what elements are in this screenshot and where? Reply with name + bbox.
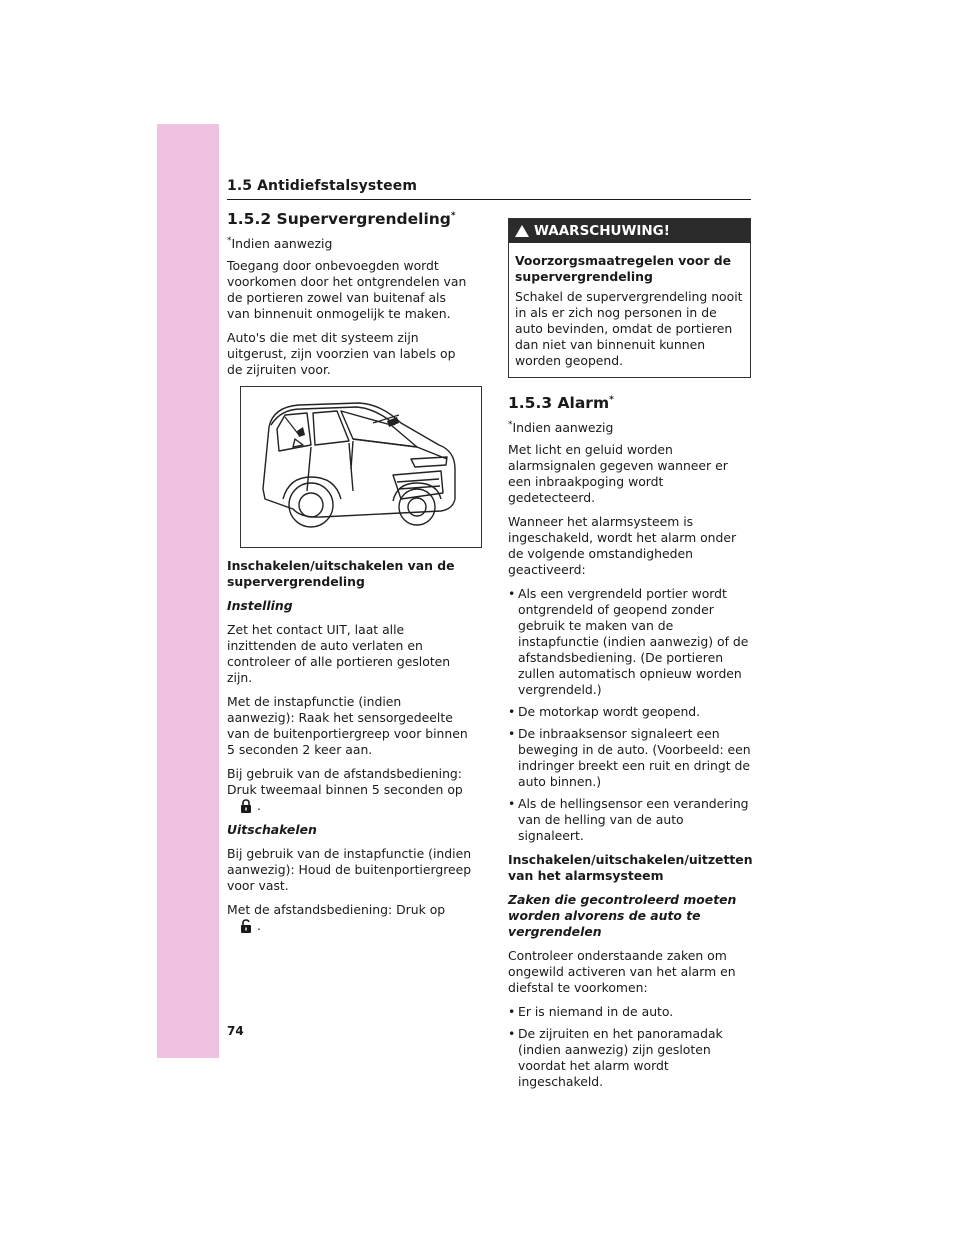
availability-note [227, 233, 472, 252]
list-item [508, 796, 751, 844]
note-text: Indien aanwezig [512, 420, 614, 436]
bullet: • [508, 726, 516, 742]
paragraph: Auto's die met dit systeem zijn uitgerust, zijn voorzien van labels op de zijruiten voor. [227, 330, 456, 378]
list-item [508, 704, 751, 720]
warning-body [509, 243, 750, 377]
left-column [227, 208, 472, 942]
bullet: • [508, 1004, 516, 1020]
section-title-alarm [508, 392, 751, 411]
bullet: • [508, 796, 516, 812]
paragraph [227, 902, 472, 934]
title-mark: * [609, 395, 614, 405]
car-illustration [240, 386, 482, 548]
section-header: 1.5 Antidiefstalsysteem [227, 178, 418, 194]
bullet: • [508, 1026, 516, 1042]
sub-heading: Inschakelen/uitschakelen/uitzetten van het alarmsysteem [508, 852, 753, 884]
lock-open-icon [239, 919, 253, 933]
note-mark: * [227, 236, 232, 247]
paragraph: Met licht en geluid worden alarmsignalen gegeven wanneer er een inbraakpoging wordt gedetecteerd. [508, 442, 728, 506]
label-uitschakelen: Uitschakelen [227, 822, 317, 838]
period: . [256, 798, 261, 814]
paragraph: Toegang door onbevoegden wordt voorkomen door het ontgrendelen van de portieren zowel van buitenaf als van binnenuit onmogelijk te maken. [227, 258, 467, 322]
list-item [508, 1004, 751, 1020]
paragraph [227, 766, 472, 814]
paragraph: Met de instapfunctie (indien aanwezig): Raak het sensorgedeelte van de buitenportiergreep voor binnen 5 seconden 2 keer aan. [227, 694, 468, 758]
page-sidebar-tab [157, 124, 219, 1058]
warning-icon [515, 225, 529, 237]
paragraph-text: Met de afstandsbediening: Druk op [227, 902, 446, 918]
availability-note [508, 417, 751, 436]
header-divider [227, 199, 751, 200]
paragraph: Controleer onderstaande zaken om ongewild activeren van het alarm en diefstal te voorkomen: [508, 948, 736, 996]
car-drawing-icon [241, 387, 481, 547]
warning-title: WAARSCHUWING! [534, 223, 670, 239]
paragraph: Zet het contact UIT, laat alle inzittenden de auto verlaten en controleer of alle portieren gesloten zijn. [227, 622, 451, 686]
label-instelling: Instelling [227, 598, 293, 614]
list-item [508, 1026, 751, 1090]
paragraph: Wanneer het alarmsysteem is ingeschakeld, wordt het alarm onder de volgende omstandigheden geactiveerd: [508, 514, 737, 578]
list-item-text: Er is niemand in de auto. [518, 1004, 674, 1020]
bullet: • [508, 586, 516, 602]
warning-header [509, 219, 750, 243]
window-label-left-icon [297, 427, 305, 437]
checklist [508, 1004, 751, 1090]
list-item-text: De motorkap wordt geopend. [518, 704, 701, 720]
period: . [256, 918, 261, 934]
note-text: Indien aanwezig [231, 236, 333, 252]
alarm-trigger-list [508, 586, 751, 844]
warning-subtitle: Voorzorgsmaatregelen voor de supervergrendeling [515, 253, 732, 284]
list-item [508, 586, 751, 698]
list-item-text: Als de hellingsensor een verandering van de helling van de auto signaleert. [518, 796, 749, 844]
paragraph-text: Bij gebruik van de afstandsbediening: Druk tweemaal binnen 5 seconden op [227, 766, 463, 798]
warning-box [508, 218, 751, 378]
lock-closed-icon [239, 799, 253, 813]
list-item-text: De zijruiten en het panoramadak (indien aanwezig) zijn gesloten voordat het alarm wordt ingeschakeld. [518, 1026, 723, 1090]
list-item-text: De inbraaksensor signaleert een beweging in de auto. (Voorbeeld: een indringer breekt een ruit en dringt de auto binnen.) [518, 726, 751, 790]
warning-text: Schakel de supervergrendeling nooit in als er zich nog personen in de auto bevinden, omdat de portieren dan niet van binnenuit kunnen worden geopend. [515, 289, 743, 368]
sub-heading: Inschakelen/uitschakelen van de supervergrendeling [227, 558, 455, 590]
title-text: 1.5.3 Alarm [508, 394, 610, 413]
italic-heading: Zaken die gecontroleerd moeten worden alvorens de auto te vergrendelen [508, 892, 737, 940]
list-item [508, 726, 751, 790]
bullet: • [508, 704, 516, 720]
list-item-text: Als een vergrendeld portier wordt ontgrendeld of geopend zonder gebruik te maken van de instapfunctie (indien aanwezig) of de afstandsbediening. (De portieren zullen automatisch opnieuw worden vergrendeld.) [518, 586, 749, 698]
section-title-supervergrendeling [227, 208, 472, 227]
note-mark: * [508, 420, 513, 431]
paragraph: Bij gebruik van de instapfunctie (indien aanwezig): Houd de buitenportiergreep voor vast. [227, 846, 472, 894]
title-mark: * [450, 211, 456, 221]
title-text: 1.5.2 Supervergrendeling [227, 210, 451, 229]
page-number: 74 [227, 1024, 244, 1038]
right-column [508, 218, 751, 1098]
